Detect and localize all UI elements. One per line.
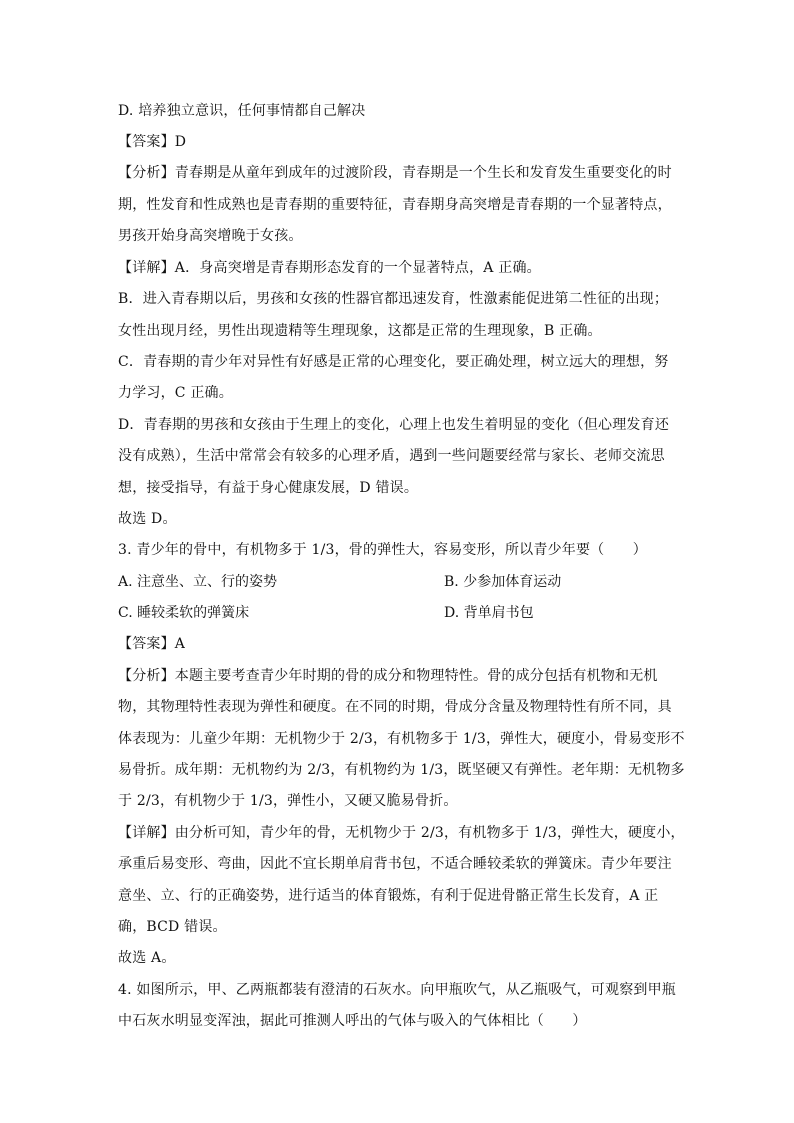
q2-analysis-line-3: 男孩开始身高突增晚于女孩。 — [118, 228, 303, 244]
q3-analysis-line-1: 【分析】本题主要考查青少年时期的骨的成分和物理特性。骨的成分包括有机物和无机 — [118, 668, 658, 684]
q3-answer: 【答案】A — [118, 636, 186, 652]
q3-option-a: A. 注意坐、立、行的姿势 — [118, 574, 278, 590]
q2-detail-line-3: 女性出现月经，男性出现遗精等生理现象，这都是正常的生理现象，B 正确。 — [118, 323, 602, 339]
q2-answer: 【答案】D — [118, 134, 187, 150]
q2-detail-line-1: 【详解】A．身高突增是青春期形态发育的一个显著特点，A 正确。 — [118, 260, 541, 276]
q2-detail-line-6: D．青春期的男孩和女孩由于生理上的变化，心理上也发生着明显的变化（但心理发育还 — [118, 417, 670, 433]
q3-analysis-line-4: 易骨折。成年期：无机物约为 2/3，有机物约为 1/3，既坚硬又有弹性。老年期：无机物多 — [118, 762, 685, 778]
q3-stem: 3. 青少年的骨中，有机物多于 1/3，骨的弹性大，容易变形，所以青少年要（ ） — [118, 542, 647, 558]
q2-detail-line-4: C．青春期的青少年对异性有好感是正常的心理变化，要正确处理，树立远大的理想，努 — [118, 354, 669, 370]
q3-analysis-line-5: 于 2/3，有机物少于 1/3，弹性小，又硬又脆易骨折。 — [118, 793, 458, 809]
q2-detail-line-7: 没有成熟），生活中常常会有较多的心理矛盾，遇到一些问题要经常与家长、老师交流思 — [118, 448, 665, 464]
q3-analysis-line-2: 物，其物理特性表现为弹性和硬度。在不同的时期，骨成分含量及物理特性有所不同，具 — [118, 699, 672, 715]
q2-option-d: D. 培养独立意识，任何事情都自己解决 — [118, 103, 366, 119]
q3-detail-line-3: 意坐、立、行的正确姿势，进行适当的体育锻炼，有利于促进骨骼正常生长发育，A 正 — [118, 888, 659, 904]
q3-option-b: B. 少参加体育运动 — [444, 574, 562, 590]
q2-analysis-line-2: 期，性发育和性成熟也是青春期的重要特征，青春期身高突增是青春期的一个显著特点， — [118, 197, 672, 213]
q3-conclusion: 故选 A。 — [118, 950, 176, 966]
q3-detail-line-1: 【详解】由分析可知，青少年的骨，无机物少于 2/3，有机物多于 1/3，弹性大，硬度小， — [118, 825, 685, 841]
q3-option-c: C. 睡较柔软的弹簧床 — [118, 605, 250, 621]
q2-conclusion: 故选 D。 — [118, 511, 177, 527]
q2-detail-line-5: 力学习，C 正确。 — [118, 385, 233, 401]
q3-detail-line-2: 承重后易变形、弯曲，因此不宜长期单肩背书包，不适合睡较柔软的弹簧床。青少年要注 — [118, 856, 672, 872]
q2-detail-line-2: B．进入青春期以后，男孩和女孩的性器官都迅速发育，性激素能促进第二性征的出现； — [118, 291, 669, 307]
q4-stem-line-2: 中石灰水明显变浑浊，据此可推测人呼出的气体与吸入的气体相比（ ） — [118, 1013, 587, 1029]
q3-detail-line-4: 确，BCD 错误。 — [118, 919, 227, 935]
q3-option-d: D. 背单肩书包 — [444, 605, 534, 621]
q2-detail-line-8: 想，接受指导，有益于身心健康发展，D 错误。 — [118, 480, 419, 496]
q2-analysis-line-1: 【分析】青春期是从童年到成年的过渡阶段，青春期是一个生长和发育发生重要变化的时 — [118, 165, 672, 181]
q3-analysis-line-3: 体表现为：儿童少年期：无机物少于 2/3，有机物多于 1/3，弹性大，硬度小，骨易变形不 — [118, 731, 685, 747]
q4-stem-line-1: 4. 如图所示，甲、乙两瓶都装有澄清的石灰水。向甲瓶吹气，从乙瓶吸气，可观察到甲瓶 — [118, 982, 677, 998]
